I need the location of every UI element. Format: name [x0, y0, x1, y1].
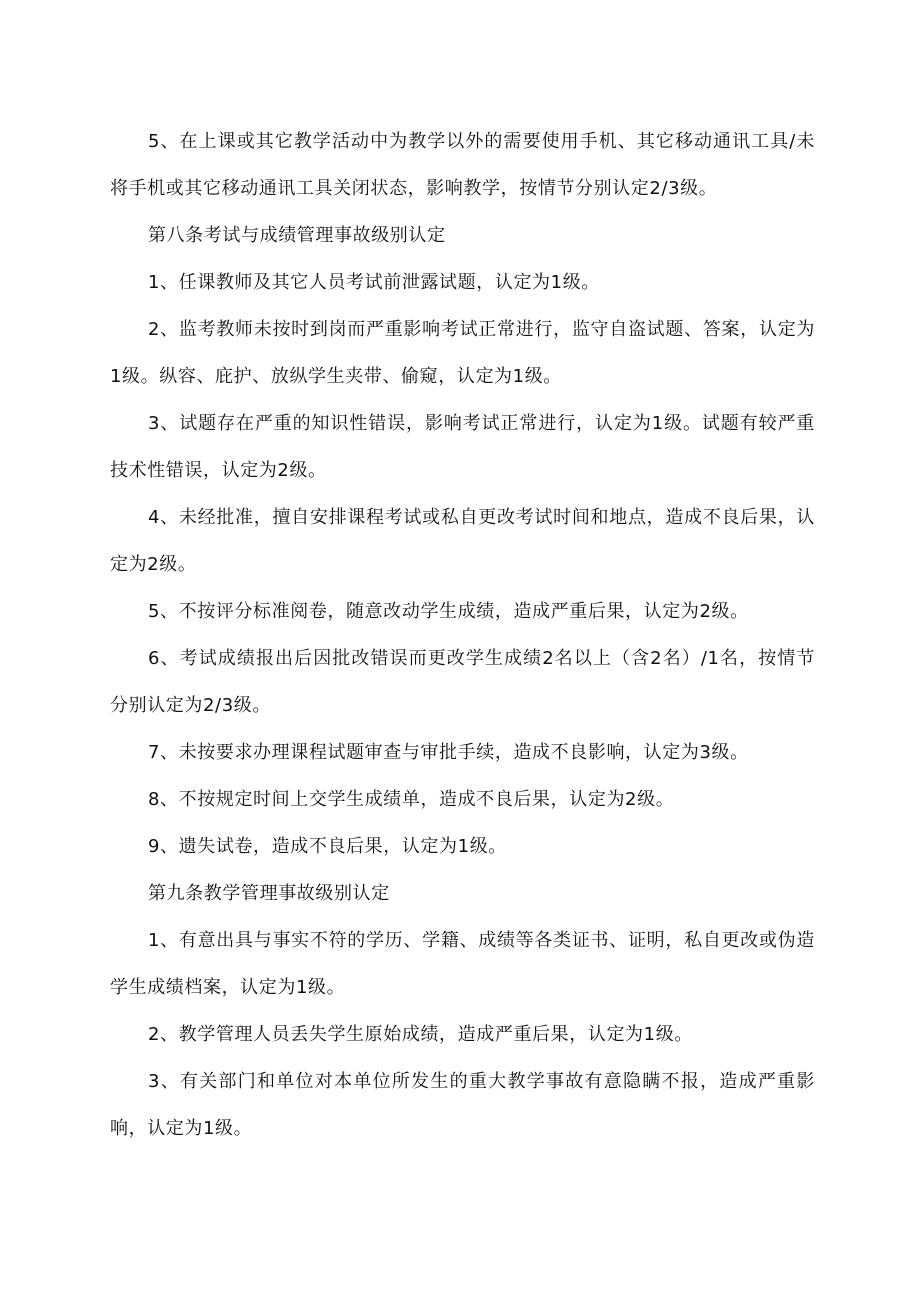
paragraph-exam-item-4: 4、未经批准，擅自安排课程考试或私自更改考试时间和地点，造成不良后果，认定为2级。	[110, 507, 815, 575]
paragraph-exam-item-9: 9、遗失试卷，造成不良后果，认定为1级。	[148, 836, 507, 857]
paragraph-exam-item-6: 6、考试成绩报出后因批改错误而更改学生成绩2名以上（含2名）/1名，按情节分别认定为2/3级。	[110, 648, 815, 716]
paragraph-exam-item-7: 7、未按要求办理课程试题审查与审批手续，造成不良影响，认定为3级。	[148, 742, 749, 763]
paragraph-admin-item-2: 2、教学管理人员丢失学生原始成绩，造成严重后果，认定为1级。	[148, 1024, 693, 1045]
document-body	[110, 118, 815, 1152]
section-heading-article-8: 第八条考试与成绩管理事故级别认定	[148, 225, 446, 246]
section-heading-article-9: 第九条教学管理事故级别认定	[148, 883, 390, 904]
paragraph-exam-item-2: 2、监考教师未按时到岗而严重影响考试正常进行，监守自盗试题、答案，认定为1级。纵容、庇护、放纵学生夹带、偷窥，认定为1级。	[110, 319, 815, 387]
paragraph-mobile-phone-rule: 5、在上课或其它教学活动中为教学以外的需要使用手机、其它移动通讯工具/未将手机或其它移动通讯工具关闭状态，影响教学，按情节分别认定2/3级。	[110, 131, 815, 199]
paragraph-exam-item-1: 1、任课教师及其它人员考试前泄露试题，认定为1级。	[148, 272, 600, 293]
paragraph-exam-item-8: 8、不按规定时间上交学生成绩单，造成不良后果，认定为2级。	[148, 789, 675, 810]
paragraph-admin-item-3: 3、有关部门和单位对本单位所发生的重大教学事故有意隐瞒不报，造成严重影响，认定为1级。	[110, 1071, 815, 1139]
paragraph-exam-item-3: 3、试题存在严重的知识性错误，影响考试正常进行，认定为1级。试题有较严重技术性错误，认定为2级。	[110, 413, 815, 481]
paragraph-exam-item-5: 5、不按评分标准阅卷，随意改动学生成绩，造成严重后果，认定为2级。	[148, 601, 749, 622]
paragraph-admin-item-1: 1、有意出具与事实不符的学历、学籍、成绩等各类证书、证明，私自更改或伪造学生成绩档案，认定为1级。	[110, 930, 815, 998]
